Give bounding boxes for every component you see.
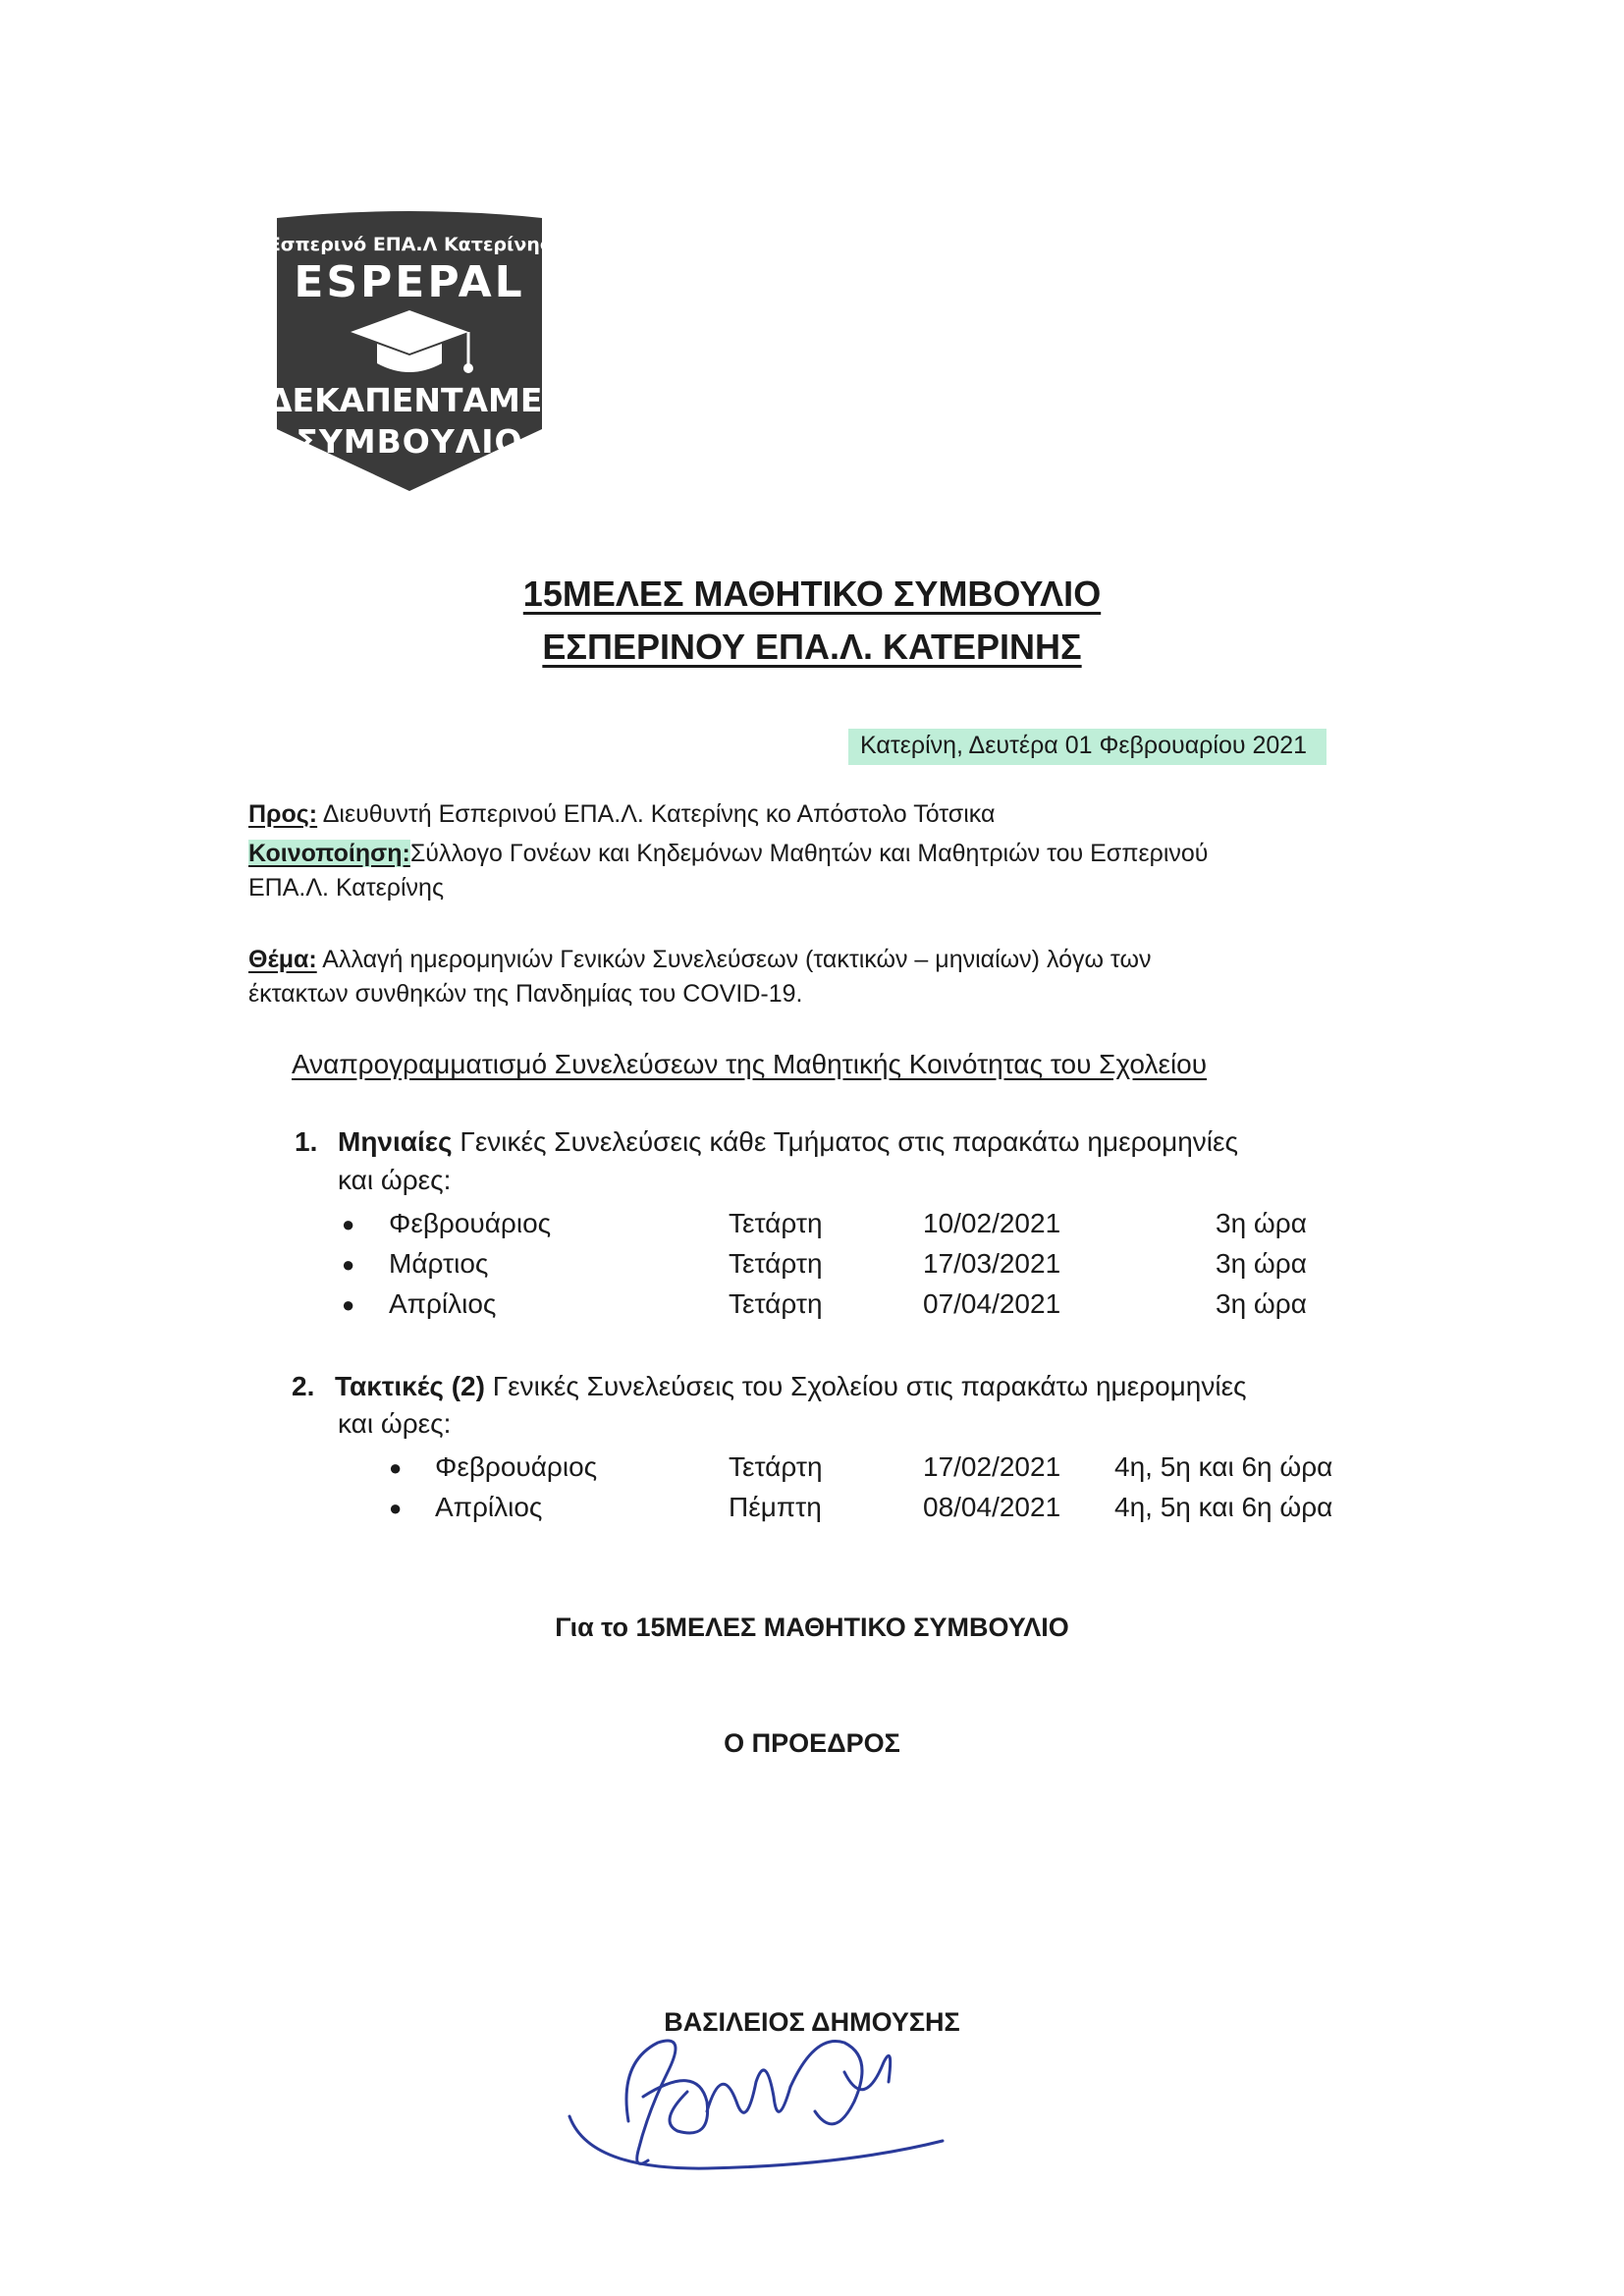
item-1-bold-word: Μηνιαίες xyxy=(338,1126,453,1157)
closing-role: Ο ΠΡΟΕΔΡΟΣ xyxy=(724,1728,900,1758)
cc-line-continued: ΕΠΑ.Λ. Κατερίνης xyxy=(248,874,445,902)
item-2-number: 2. xyxy=(292,1371,315,1401)
row-day: Πέμπτη xyxy=(729,1492,822,1522)
row-date: 17/02/2021 xyxy=(923,1451,1061,1482)
item-2-title-continued: και ώρες: xyxy=(338,1408,452,1439)
school-council-logo xyxy=(267,208,613,493)
row-hour: 4η, 5η και 6η ώρα xyxy=(1114,1492,1333,1522)
row-month: Απρίλιος xyxy=(389,1288,497,1319)
row-date: 17/03/2021 xyxy=(923,1248,1061,1279)
row-date: 10/02/2021 xyxy=(923,1208,1061,1238)
subject-text: Αλλαγή ημερομηνιών Γενικών Συνελεύσεων (τακτικών – μηνιαίων) λόγω των xyxy=(316,946,1152,973)
table-row xyxy=(0,1451,1624,1487)
item-1-number: 1. xyxy=(295,1126,318,1157)
bullet-icon: ● xyxy=(389,1496,403,1520)
row-hour: 4η, 5η και 6η ώρα xyxy=(1114,1451,1333,1482)
logo-line1-text: ΔΕΚΑΠΕΝΤΑΜΕΛΕΣ xyxy=(267,381,613,419)
recipient-label: Προς: xyxy=(248,800,318,828)
closing-for-line: Για το 15ΜΕΛΕΣ ΜΑΘΗΤΙΚΟ ΣΥΜΒΟΥΛΙΟ xyxy=(555,1613,1069,1642)
cc-line xyxy=(248,840,1208,868)
subject-line xyxy=(248,946,1151,974)
item-2-bold-word: Τακτικές (2) xyxy=(335,1371,485,1401)
bullet-icon: ● xyxy=(342,1292,355,1317)
row-hour: 3η ώρα xyxy=(1216,1248,1307,1279)
table-row xyxy=(0,1288,1624,1324)
table-row xyxy=(0,1248,1624,1284)
subject-label: Θέμα: xyxy=(248,946,317,973)
recipient-line xyxy=(248,800,995,829)
row-month: Φεβρουάριος xyxy=(389,1208,552,1238)
row-day: Τετάρτη xyxy=(729,1208,823,1238)
item-1-title-continued: και ώρες: xyxy=(338,1165,452,1195)
bullet-icon: ● xyxy=(342,1252,355,1277)
table-row xyxy=(0,1492,1624,1527)
subject-line-continued: έκτακτων συνθηκών της Πανδημίας του COVID-19. xyxy=(248,980,803,1008)
row-hour: 3η ώρα xyxy=(1216,1288,1307,1319)
logo-line2-text: ΣΥΜΒΟΥΛΙΟ xyxy=(296,422,523,461)
logo-top-text: Εσπερινό ΕΠΑ.Λ Κατερίνης xyxy=(267,234,552,255)
recipient-text: Διευθυντή Εσπερινού ΕΠΑ.Λ. Κατερίνης κο Απόστολο Τότσικα xyxy=(317,800,996,828)
document-title-line2: ΕΣΠΕΡΙΝΟΥ ΕΠΑ.Λ. ΚΑΤΕΡΙΝΗΣ xyxy=(542,627,1082,667)
logo-brand-text: ESPEPAL xyxy=(294,257,525,307)
cc-label: Κοινοποίηση: xyxy=(248,840,410,867)
row-date: 08/04/2021 xyxy=(923,1492,1061,1522)
row-month: Απρίλιος xyxy=(435,1492,543,1522)
document-title-line1: 15ΜΕΛΕΣ ΜΑΘΗΤΙΚΟ ΣΥΜΒΟΥΛΙΟ xyxy=(522,574,1102,614)
row-month: Μάρτιος xyxy=(389,1248,489,1279)
item-2-text: Γενικές Συνελεύσεις του Σχολείου στις παρακάτω ημερομηνίες xyxy=(484,1371,1247,1401)
section-heading: Αναπρογραμματισμό Συνελεύσεων της Μαθητικής Κοινότητας του Σχολείου xyxy=(292,1049,1208,1079)
bullet-icon: ● xyxy=(342,1212,355,1236)
row-day: Τετάρτη xyxy=(729,1451,823,1482)
document-date: Κατερίνη, Δευτέρα 01 Φεβρουαρίου 2021 xyxy=(848,729,1326,765)
signatory-name: ΒΑΣΙΛΕΙΟΣ ΔΗΜΟΥΣΗΣ xyxy=(664,2007,960,2037)
item-2-title xyxy=(292,1371,1247,1402)
cc-text: Σύλλογο Γονέων και Κηδεμόνων Μαθητών και Μαθητριών του Εσπερινού xyxy=(409,840,1209,867)
row-day: Τετάρτη xyxy=(729,1288,823,1319)
row-month: Φεβρουάριος xyxy=(435,1451,598,1482)
row-date: 07/04/2021 xyxy=(923,1288,1061,1319)
row-hour: 3η ώρα xyxy=(1216,1208,1307,1238)
item-1-title xyxy=(295,1126,1238,1158)
table-row xyxy=(0,1208,1624,1243)
row-day: Τετάρτη xyxy=(729,1248,823,1279)
item-1-text: Γενικές Συνελεύσεις κάθε Τμήματος στις παρακάτω ημερομηνίες xyxy=(452,1126,1239,1157)
bullet-icon: ● xyxy=(389,1455,403,1480)
